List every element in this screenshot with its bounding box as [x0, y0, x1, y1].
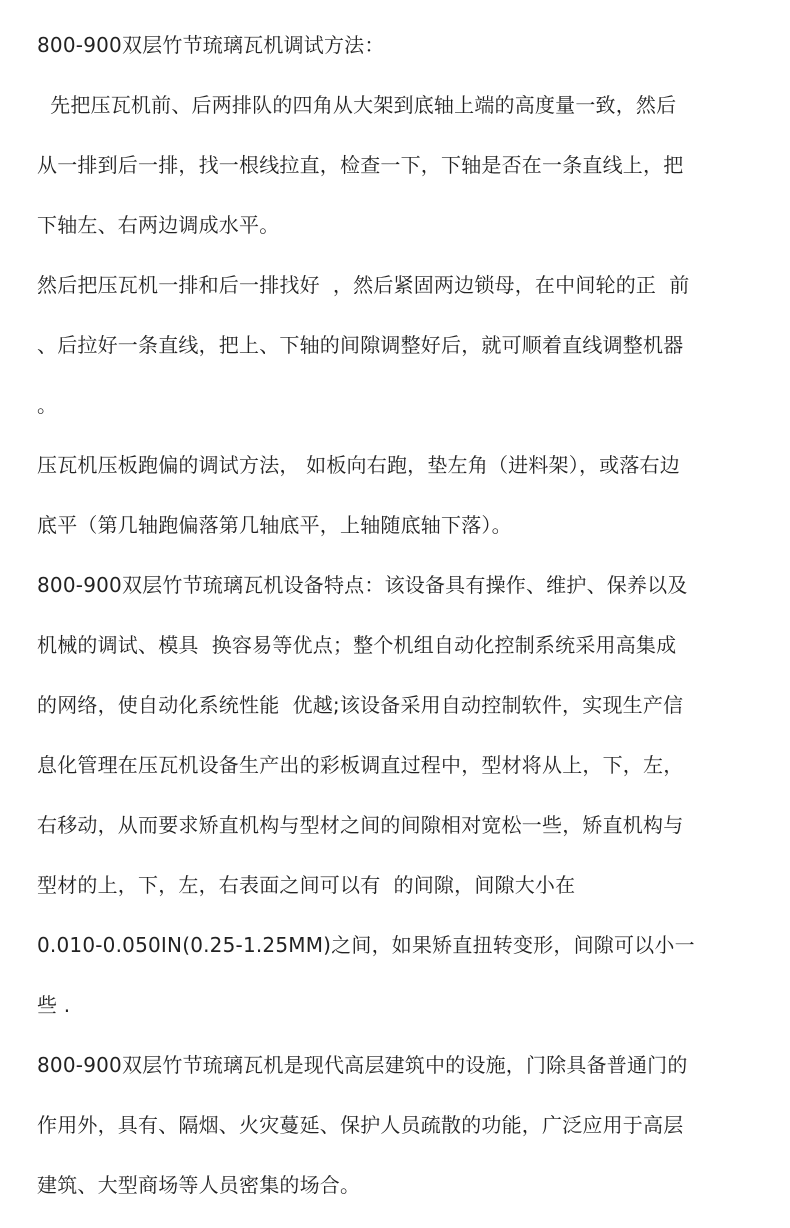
- text-line: 0.010-0.050IN(0.25-1.25MM)之间，如果矫直扭转变形，间隙可以小一: [37, 933, 695, 957]
- text-line: 800-900双层竹节琉璃瓦机调试方法：: [37, 33, 385, 57]
- text-line: 型材的上，下，左，右表面之间可以有 的间隙，间隙大小在: [37, 873, 576, 897]
- text-line: 、后拉好一条直线，把上、下轴的间隙调整好后，就可顺着直线调整机器: [37, 333, 684, 357]
- text-line: 的网络，使自动化系统性能 优越;该设备采用自动控制软件，实现生产信: [37, 693, 684, 717]
- text-line: 800-900双层竹节琉璃瓦机是现代高层建筑中的设施，门除具备普通门的: [37, 1053, 688, 1077]
- text-line: 建筑、大型商场等人员密集的场合。: [37, 1173, 361, 1197]
- text-line: 作用外，具有、隔烟、火灾蔓延、保护人员疏散的功能，广泛应用于高层: [37, 1113, 684, 1137]
- text-line: 压瓦机压板跑偏的调试方法， 如板向右跑，垫左角（进料架），或落右边: [37, 453, 680, 477]
- text-line: 从一排到后一排，找一根线拉直，检查一下，下轴是否在一条直线上，把: [37, 153, 684, 177]
- text-line: 底平（第几轴跑偏落第几轴底平，上轴随底轴下落）。: [37, 513, 512, 537]
- text-line: 些 .: [37, 993, 71, 1017]
- text-line: 。: [37, 393, 58, 417]
- text-line: 然后把压瓦机一排和后一排找好 ，然后紧固两边锁母，在中间轮的正 前: [37, 273, 690, 297]
- text-line: 右移动，从而要求矫直机构与型材之间的间隙相对宽松一些，矫直机构与: [37, 813, 684, 837]
- text-line: 先把压瓦机前、后两排队的四角从大架到底轴上端的高度量一致，然后: [37, 93, 677, 117]
- text-line: 800-900双层竹节琉璃瓦机设备特点：该设备具有操作、维护、保养以及: [37, 573, 688, 597]
- text-line: 息化管理在压瓦机设备生产出的彩板调直过程中，型材将从上，下，左，: [37, 753, 684, 777]
- text-line: 机械的调试、模具 换容易等优点；整个机组自动化控制系统采用高集成: [37, 633, 677, 657]
- text-line: 下轴左、右两边调成水平。: [37, 213, 280, 237]
